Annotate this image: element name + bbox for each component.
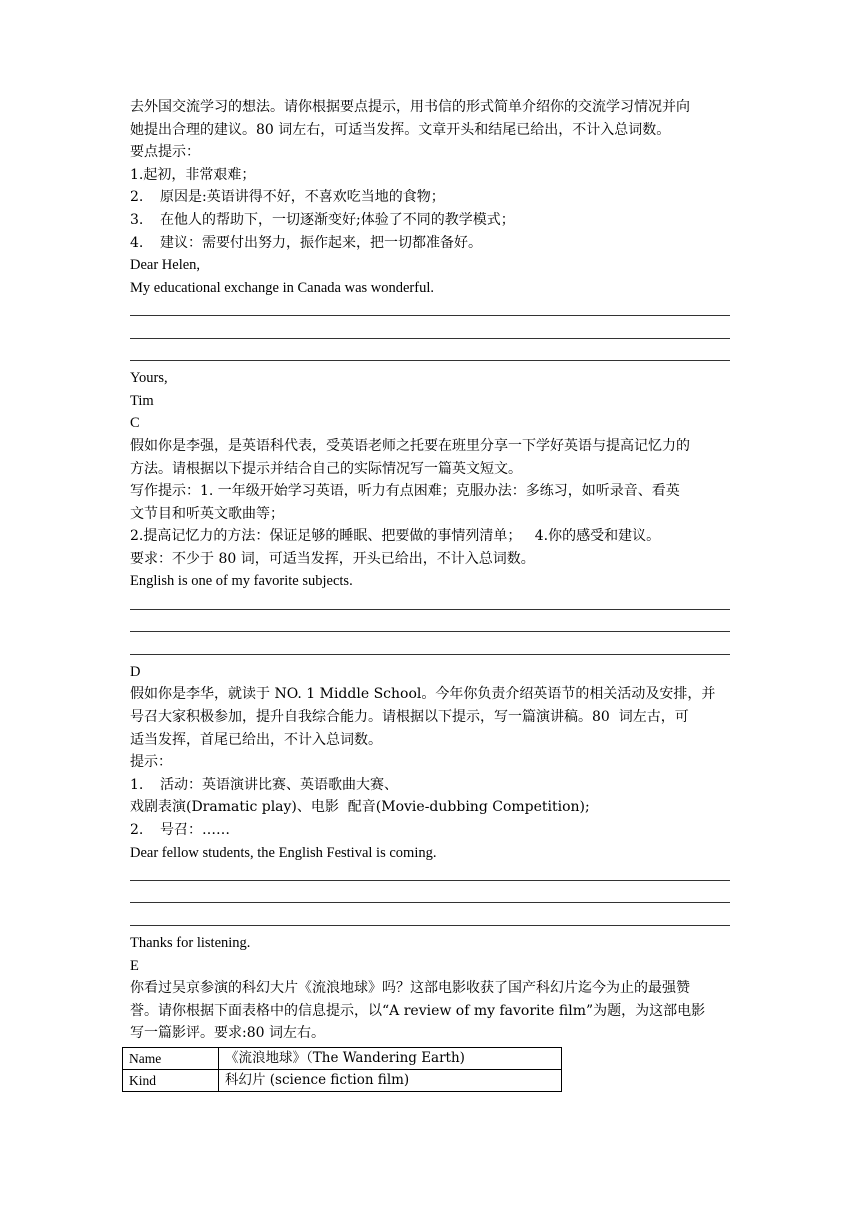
section-b-hint-1: 1.起初，非常艰难； xyxy=(130,166,256,183)
hint-number: 3. xyxy=(130,211,144,228)
section-c-requirement: 要求：不少于 80 词，可适当发挥，开头已给出，不计入总词数。 xyxy=(130,550,535,567)
section-d-hint-1 xyxy=(130,774,730,797)
writing-line[interactable] xyxy=(130,864,730,887)
hint-number: 2. xyxy=(130,822,144,838)
section-b-intro-line2: 她提出合理的建议。80 词左右，可适当发挥。文章开头和结尾已给出，不计入总词数。 xyxy=(130,121,671,138)
hint-text: 号召：…… xyxy=(160,822,230,838)
letter-signature: Tim xyxy=(130,392,154,409)
section-c-opening: English is one of my favorite subjects. xyxy=(130,573,353,590)
writing-line[interactable] xyxy=(130,345,730,368)
table-cell-key: Kind xyxy=(123,1069,219,1091)
section-e-label: E xyxy=(130,957,139,974)
hint-number: 1. xyxy=(130,776,144,793)
section-b-hint-3 xyxy=(130,209,730,232)
film-info-table xyxy=(122,1047,562,1092)
section-d-hints-title: 提示： xyxy=(130,754,172,771)
section-d-intro-line1: 假如你是李华，就读于 NO. 1 Middle School。今年你负责介绍英语节的相关活动及安排，并 xyxy=(130,686,716,703)
section-e-intro-line1: 你看过吴京参演的科幻大片《流浪地球》吗？这部电影收获了国产科幻片迄今为止的最强赞 xyxy=(130,980,690,997)
document-page xyxy=(130,96,730,1092)
section-e-intro-line3: 写一篇影评。要求:80 词左右。 xyxy=(130,1025,325,1042)
letter-opening: My educational exchange in Canada was wonderful. xyxy=(130,279,434,296)
table-cell-key: Name xyxy=(123,1047,219,1069)
writing-line[interactable] xyxy=(130,909,730,932)
section-d-intro-line2: 号召大家积极参加，提升自我综合能力。请根据以下提示，写一篇演讲稿。80 词左古，可 xyxy=(130,709,689,726)
writing-line[interactable] xyxy=(130,593,730,616)
writing-line[interactable] xyxy=(130,299,730,322)
hint-number: 2. xyxy=(130,189,144,206)
table-cell-value: 科幻片 (science fiction film) xyxy=(219,1069,562,1091)
writing-line[interactable] xyxy=(130,638,730,661)
section-c-label: C xyxy=(130,415,140,432)
section-c-tips-line1: 写作提示：1. 一年级开始学习英语，听力有点困难；克服办法：多练习，如听录音、看英 xyxy=(130,483,680,500)
hint-text: 活动：英语演讲比赛、英语歌曲大赛、 xyxy=(160,776,398,793)
section-e-intro-line2: 誉。请你根据下面表格中的信息提示，以“A review of my favorite film”为题，为这部电影 xyxy=(130,1002,706,1019)
writing-line[interactable] xyxy=(130,322,730,345)
hint-number: 4. xyxy=(130,234,144,251)
table-row xyxy=(123,1069,562,1091)
section-d-closing: Thanks for listening. xyxy=(130,934,251,951)
section-b-hints-title: 要点提示： xyxy=(130,144,200,161)
hint-text: 建议：需要付出努力，振作起来，把一切都准备好。 xyxy=(160,234,482,251)
table-row xyxy=(123,1047,562,1069)
hint-text: 在他人的帮助下，一切逐渐变好;体验了不同的教学模式； xyxy=(160,211,515,228)
section-d-hint-1-cont: 戏剧表演(Dramatic play)、电影 配音(Movie-dubbing Competition); xyxy=(130,799,590,816)
section-d-hint-2 xyxy=(130,819,730,842)
hint-text: 原因是:英语讲得不好，不喜欢吃当地的食物； xyxy=(160,189,445,206)
section-d-opening: Dear fellow students, the English Festival is coming. xyxy=(130,844,437,861)
section-c-intro-line2: 方法。请根据以下提示并结合自己的实际情况写一篇英文短文。 xyxy=(130,460,522,477)
writing-line[interactable] xyxy=(130,616,730,639)
section-b-intro-line1: 去外国交流学习的想法。请你根据要点提示，用书信的形式简单介绍你的交流学习情况并向 xyxy=(130,99,690,115)
section-d-intro-line3: 适当发挥，首尾已给出，不计入总词数。 xyxy=(130,731,382,748)
section-b-hint-4 xyxy=(130,232,730,255)
section-c-intro-line1: 假如你是李强，是英语科代表，受英语老师之托要在班里分享一下学好英语与提高记忆力的 xyxy=(130,437,690,454)
section-c-tips-line2: 文节目和听英文歌曲等； xyxy=(130,505,284,522)
letter-closing: Yours, xyxy=(130,370,168,387)
letter-greeting: Dear Helen, xyxy=(130,257,201,274)
table-cell-value: 《流浪地球》（The Wandering Earth) xyxy=(219,1047,562,1069)
section-b-hint-2 xyxy=(130,186,730,209)
writing-line[interactable] xyxy=(130,887,730,910)
section-d-label: D xyxy=(130,663,141,680)
section-c-tips-line3: 2.提高记忆力的方法：保证足够的睡眠、把要做的事情列清单； 4.你的感受和建议。 xyxy=(130,528,661,545)
